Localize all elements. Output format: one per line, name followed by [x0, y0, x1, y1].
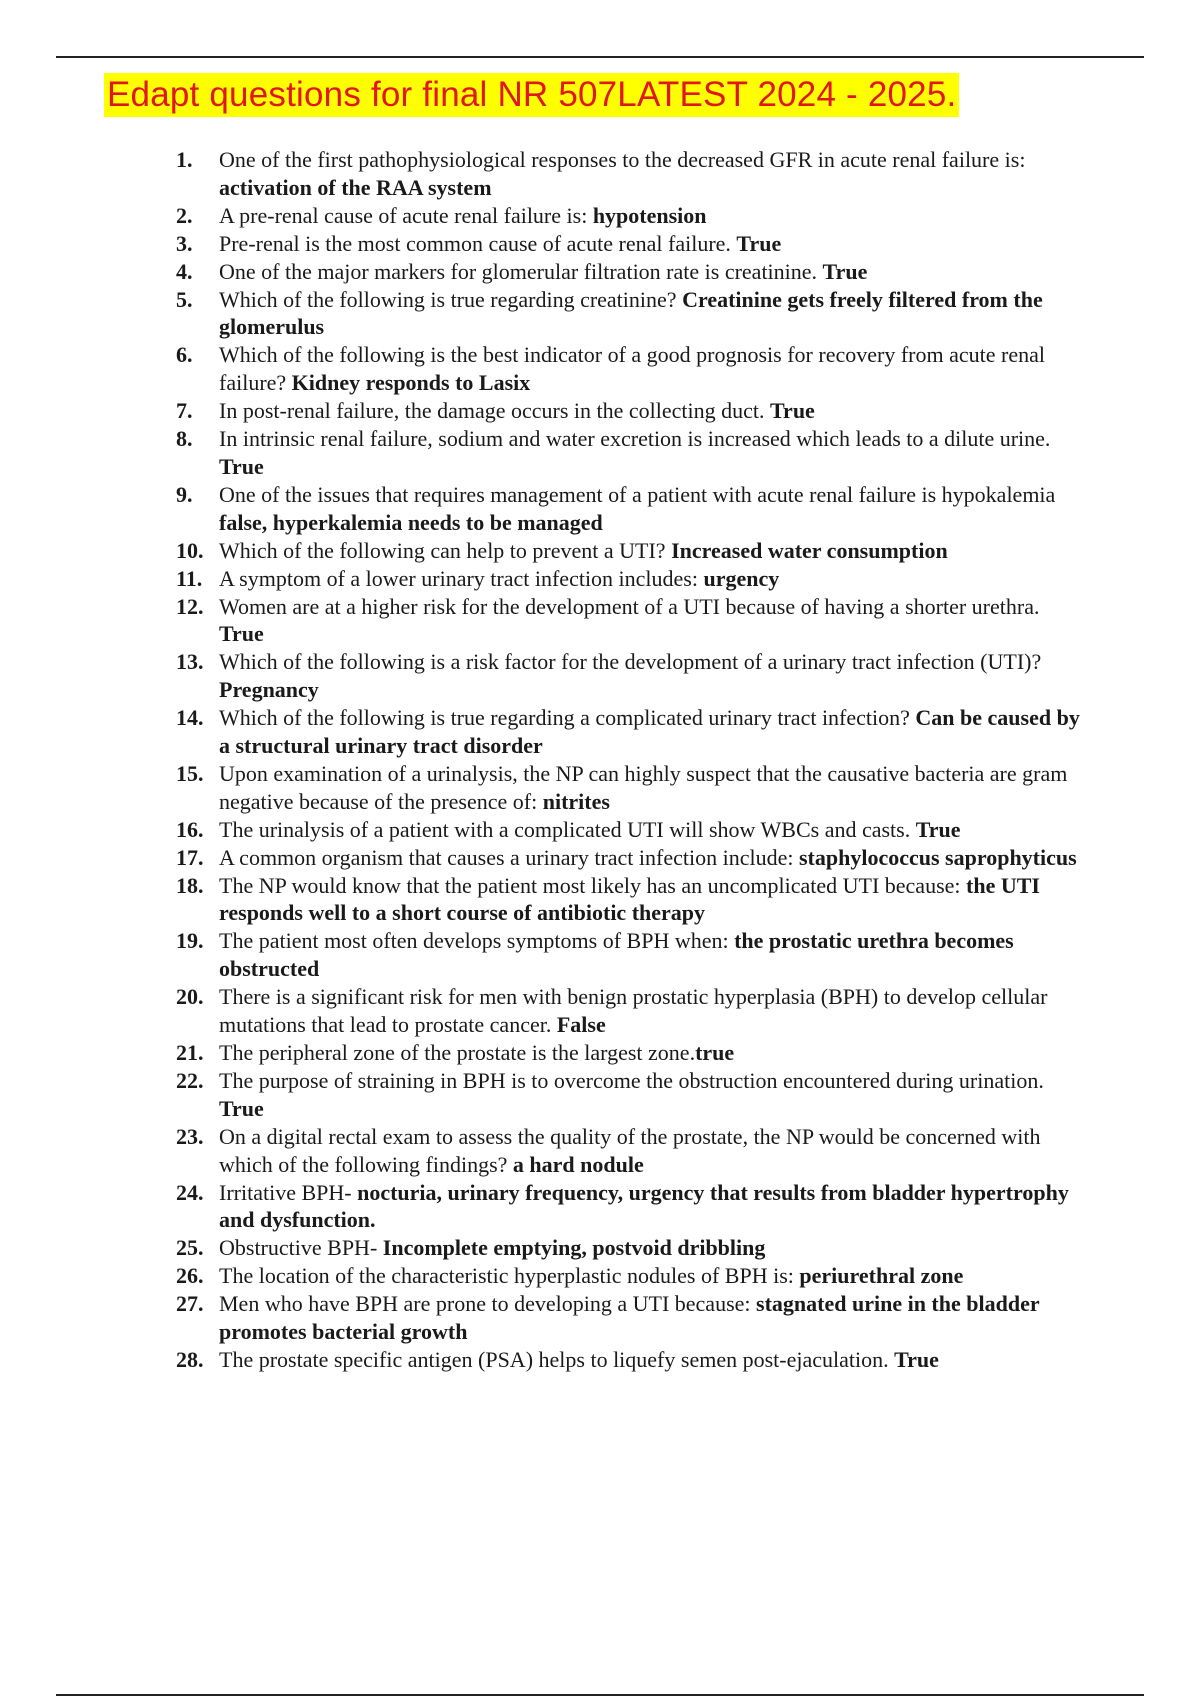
question-text: The patient most often develops symptoms of BPH when: [219, 928, 735, 954]
question-body [219, 1039, 1086, 1067]
list-item [176, 1179, 1086, 1235]
question-number: 16. [176, 816, 204, 842]
question-answer: nocturia, urinary frequency, urgency that results from bladder hypertrophy and dysfunction. [219, 1179, 1069, 1233]
question-body [219, 648, 1086, 704]
list-item [176, 1067, 1086, 1123]
question-answer: Can be caused by a structural urinary tract disorder [219, 705, 1080, 759]
question-body [219, 760, 1086, 816]
question-answer: Kidney responds to Lasix [291, 370, 531, 396]
list-item [176, 648, 1086, 704]
question-text: A pre-renal cause of acute renal failure is: [219, 202, 593, 228]
question-answer: activation of the RAA system [219, 174, 492, 200]
question-text: The location of the characteristic hyperplastic nodules of BPH is: [219, 1263, 800, 1289]
question-text: The peripheral zone of the prostate is the largest zone. [219, 1040, 696, 1065]
question-answer: True [219, 1095, 264, 1121]
list-item [176, 816, 1086, 844]
question-body [219, 425, 1086, 481]
question-number: 27. [176, 1291, 204, 1317]
question-text: Which of the following is true regarding creatinine? [219, 286, 683, 312]
question-body [219, 593, 1086, 649]
list-item [176, 760, 1086, 816]
question-text: The NP would know that the patient most likely has an uncomplicated UTI because: [219, 872, 967, 898]
question-body [219, 872, 1086, 928]
list-item [176, 230, 1086, 258]
question-number: 6. [176, 342, 193, 368]
question-text: In post-renal failure, the damage occurs in the collecting duct. [219, 398, 771, 424]
question-number: 9. [176, 481, 193, 507]
question-text: The prostate specific antigen (PSA) helps to liquefy semen post-ejaculation. [219, 1346, 895, 1372]
list-item [176, 844, 1086, 872]
question-text: Which of the following is true regarding a complicated urinary tract infection? [219, 705, 916, 731]
question-number: 20. [176, 984, 204, 1010]
question-body [219, 258, 1086, 286]
question-number: 10. [176, 537, 204, 563]
question-text: Irritative BPH- [219, 1179, 358, 1205]
question-number: 13. [176, 649, 204, 675]
list-item [176, 1262, 1086, 1290]
question-text: Which of the following can help to prevent a UTI? [219, 537, 672, 563]
question-body [219, 816, 1086, 844]
list-item [176, 593, 1086, 649]
question-body [219, 1179, 1086, 1235]
list-item [176, 537, 1086, 565]
question-answer: a hard nodule [512, 1151, 644, 1177]
question-answer: True [915, 816, 961, 842]
question-body [219, 1262, 1086, 1290]
question-text: A symptom of a lower urinary tract infection includes: [219, 565, 704, 591]
question-answer: the UTI responds well to a short course of antibiotic therapy [219, 872, 1040, 926]
question-body [219, 537, 1086, 565]
question-text: One of the issues that requires management of a patient with acute renal failure is hypokalemia [219, 481, 1056, 507]
question-text: There is a significant risk for men with benign prostatic hyperplasia (BPH) to develop cellular mutations that lead to prostate cancer. [219, 984, 1048, 1038]
question-number: 24. [176, 1179, 204, 1205]
question-number: 2. [176, 202, 193, 228]
question-answer: periurethral zone [799, 1263, 964, 1289]
question-body [219, 1067, 1086, 1123]
list-item [176, 1346, 1086, 1374]
question-answer: Increased water consumption [671, 537, 948, 563]
top-rule [56, 56, 1144, 58]
question-body [219, 341, 1086, 397]
question-answer: True [736, 230, 782, 256]
list-item [176, 1123, 1086, 1179]
question-number: 21. [176, 1040, 204, 1065]
list-item [176, 286, 1086, 342]
list-item [176, 202, 1086, 230]
list-item [176, 425, 1086, 481]
question-body [219, 565, 1086, 593]
question-body [219, 397, 1086, 425]
question-number: 25. [176, 1235, 204, 1261]
question-answer: staphylococcus saprophyticus [798, 844, 1077, 870]
question-answer: stagnated urine in the bladder promotes bacterial growth [219, 1291, 1040, 1345]
list-item [176, 1290, 1086, 1346]
question-answer: False [556, 1012, 606, 1038]
question-body [219, 1123, 1086, 1179]
question-number: 8. [176, 426, 193, 452]
list-item [176, 565, 1086, 593]
question-answer: True [770, 398, 815, 424]
question-text: Men who have BPH are prone to developing a UTI because: [219, 1291, 757, 1317]
question-number: 19. [176, 928, 204, 954]
question-text: In intrinsic renal failure, sodium and water excretion is increased which leads to a dilute urine. [219, 426, 1051, 452]
question-text: A common organism that causes a urinary tract infection include: [219, 844, 799, 870]
question-answer: nitrites [542, 788, 610, 814]
question-number: 18. [176, 872, 204, 898]
question-answer: True [219, 621, 264, 647]
question-text: On a digital rectal exam to assess the quality of the prostate, the NP would be concerned with which of the following findings? [219, 1123, 1041, 1177]
question-list [176, 146, 1086, 1374]
list-item [176, 927, 1086, 983]
question-text: One of the first pathophysiological responses to the decreased GFR in acute renal failure is: [219, 147, 1026, 172]
question-text: Which of the following is the best indicator of a good prognosis for recovery from acute renal failure? [219, 342, 1045, 396]
question-text: The purpose of straining in BPH is to overcome the obstruction encountered during urination. [219, 1067, 1044, 1093]
question-body [219, 1290, 1086, 1346]
list-item [176, 258, 1086, 286]
question-number: 4. [176, 258, 193, 284]
question-answer: false, hyperkalemia needs to be managed [219, 509, 603, 535]
list-item [176, 983, 1086, 1039]
question-answer: True [894, 1346, 939, 1372]
question-number: 14. [176, 705, 204, 731]
bottom-rule [56, 1694, 1144, 1696]
question-number: 1. [176, 147, 193, 172]
list-item [176, 146, 1086, 202]
question-number: 3. [176, 230, 193, 256]
question-answer: Incomplete emptying, postvoid dribbling [382, 1235, 766, 1261]
list-item [176, 1039, 1086, 1067]
list-item [176, 704, 1086, 760]
question-body [219, 202, 1086, 230]
question-number: 17. [176, 844, 204, 870]
list-item [176, 1234, 1086, 1262]
question-text: Obstructive BPH- [219, 1235, 383, 1261]
question-text: One of the major markers for glomerular filtration rate is creatinine. [219, 258, 823, 284]
question-body [219, 230, 1086, 258]
question-answer: True [822, 258, 868, 284]
question-number: 28. [176, 1346, 204, 1372]
list-item [176, 341, 1086, 397]
question-number: 7. [176, 398, 193, 424]
question-answer: true [695, 1040, 735, 1065]
question-text: Women are at a higher risk for the development of a UTI because of having a shorter urethra. [219, 593, 1040, 619]
question-number: 5. [176, 286, 193, 312]
question-number: 15. [176, 760, 204, 786]
question-body [219, 286, 1086, 342]
question-number: 26. [176, 1263, 204, 1289]
question-body [219, 1234, 1086, 1262]
question-text: Upon examination of a urinalysis, the NP can highly suspect that the causative bacteria are gram negative because of the presence of: [219, 760, 1068, 814]
document-header [104, 73, 959, 117]
list-item [176, 397, 1086, 425]
question-answer: urgency [703, 565, 780, 591]
question-answer: hypotension [592, 202, 707, 228]
question-number: 11. [176, 565, 203, 591]
question-body [219, 983, 1086, 1039]
question-body [219, 1346, 1086, 1374]
question-body [219, 481, 1086, 537]
question-number: 12. [176, 593, 204, 619]
question-body [219, 844, 1086, 872]
list-item [176, 872, 1086, 928]
document-title: Edapt questions for final NR 507LATEST 2024 - 2025. [104, 73, 959, 117]
question-answer: Pregnancy [219, 677, 319, 703]
list-item [176, 481, 1086, 537]
question-answer: Creatinine gets freely filtered from the glomerulus [219, 286, 1043, 340]
question-text: Which of the following is a risk factor for the development of a urinary tract infection (UTI)? [219, 649, 1042, 675]
question-body [219, 927, 1086, 983]
question-body [219, 704, 1086, 760]
question-text: Pre-renal is the most common cause of acute renal failure. [219, 230, 737, 256]
question-text: The urinalysis of a patient with a complicated UTI will show WBCs and casts. [219, 816, 916, 842]
question-number: 23. [176, 1123, 204, 1149]
question-body [219, 146, 1086, 202]
question-answer: True [219, 453, 264, 479]
question-answer: the prostatic urethra becomes obstructed [219, 928, 1014, 982]
question-number: 22. [176, 1067, 204, 1093]
